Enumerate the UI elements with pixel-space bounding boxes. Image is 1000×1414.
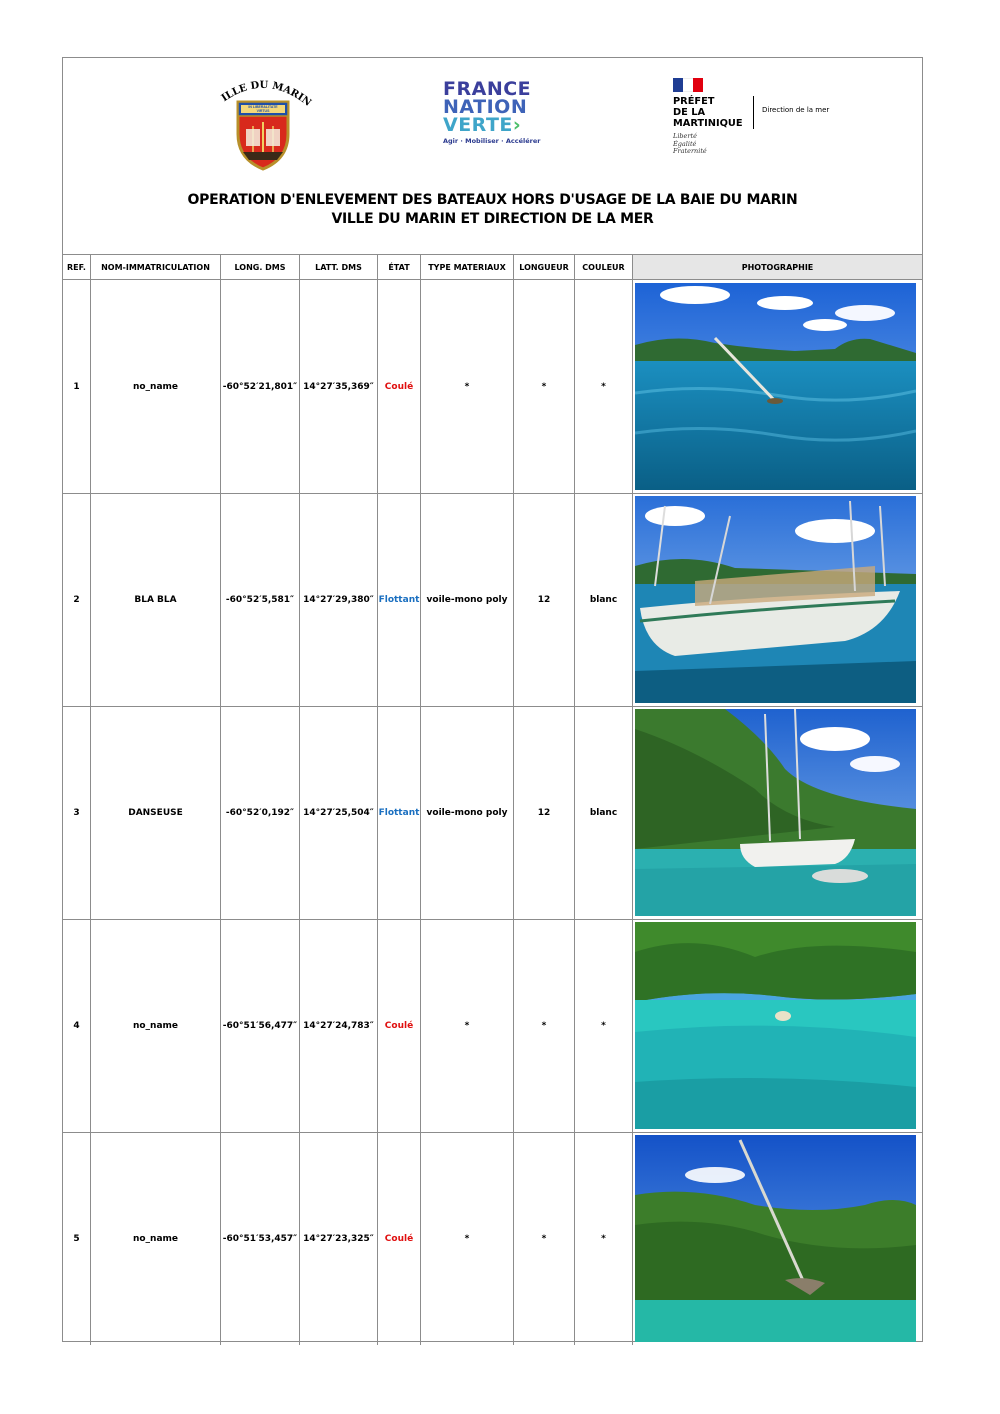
devise-liberte: Liberté [673,132,697,140]
table-row [63,1132,922,1345]
prefet-line-1: PRÉFET [673,96,715,107]
cell-latt: 14°27′23,325″ [300,1132,378,1345]
cell-longueur: * [514,280,575,493]
prefet-line-2: DE LA [673,107,706,118]
cell-couleur: * [575,919,633,1132]
sailboat-mangrove-photo [635,709,916,916]
cell-nom: no_name [91,1132,221,1345]
cell-ref: 3 [63,706,91,919]
marin-motto: IN LIBERALITATE VIRTUS [248,105,278,113]
cell-nom: no_name [91,919,221,1132]
cell-longueur: * [514,919,575,1132]
cell-latt: 14°27′35,369″ [300,280,378,493]
sunken-mast-mangrove-photo [635,1135,916,1342]
cell-nom: DANSEUSE [91,706,221,919]
document-frame [62,57,923,1342]
cell-ref: 4 [63,919,91,1132]
cell-long: -60°52′0,192″ [221,706,300,919]
logo-divider [753,96,754,129]
sunken-mast-photo [635,283,916,490]
cell-nom: no_name [91,280,221,493]
fnv-arrow-icon: › [512,114,522,136]
cell-type: voile-mono poly [421,493,514,706]
cell-ref: 5 [63,1132,91,1345]
document-title: OPERATION D'ENLEVEMENT DES BATEAUX HORS D'USAGE DE LA BAIE DU MARIN [187,192,798,208]
cell-latt: 14°27′29,380″ [300,493,378,706]
turquoise-water-photo [635,922,916,1129]
cell-couleur: blanc [575,706,633,919]
table-row [63,706,922,920]
cell-etat: Coulé [378,280,421,493]
republic-motto [673,133,707,156]
devise-egalite: Égalité [673,139,697,148]
cell-long: -60°52′5,581″ [221,493,300,706]
prefet-martinique-logo [671,76,871,166]
cell-long: -60°51′56,477″ [221,919,300,1132]
cell-ref: 2 [63,493,91,706]
cell-longueur: 12 [514,493,575,706]
prefet-line-3: MARTINIQUE [673,118,743,129]
col-header-etat: ÉTAT [378,255,421,279]
cell-etat: Coulé [378,919,421,1132]
fnv-tagline: Agir · Mobiliser · Accélérer [443,137,541,145]
cell-type: * [421,919,514,1132]
col-header-long: LONG. DMS [221,255,300,279]
cell-nom: BLA BLA [91,493,221,706]
cell-long: -60°52′21,801″ [221,280,300,493]
cell-type: voile-mono poly [421,706,514,919]
cell-couleur: blanc [575,493,633,706]
cell-long: -60°51′53,457″ [221,1132,300,1345]
cell-ref: 1 [63,280,91,493]
col-header-nom: NOM-IMMATRICULATION [91,255,221,279]
ville-du-marin-logo [213,74,313,174]
table-header-row [63,255,922,280]
cell-latt: 14°27′24,783″ [300,919,378,1132]
fnv-line-2: NATION [443,96,528,118]
table-row [63,919,922,1133]
cell-etat: Flottant [378,706,421,919]
cell-etat: Flottant [378,493,421,706]
cell-longueur: 12 [514,706,575,919]
sailboat-hull-photo [635,496,916,703]
col-header-photo: PHOTOGRAPHIE [633,255,922,279]
document-header [63,58,922,255]
col-header-type: TYPE MATERIAUX [421,255,514,279]
cell-couleur: * [575,280,633,493]
cell-longueur: * [514,1132,575,1345]
marin-logo-name: ILLE DU MARIN [219,79,313,109]
france-nation-verte-logo [443,80,543,150]
cell-couleur: * [575,1132,633,1345]
document-subtitle: VILLE DU MARIN ET DIRECTION DE LA MER [331,211,654,227]
col-header-longueur: LONGUEUR [514,255,575,279]
col-header-ref: REF. [63,255,91,279]
table-row [63,493,922,707]
prefet-title [673,96,743,129]
cell-type: * [421,280,514,493]
cell-etat: Coulé [378,1132,421,1345]
table-row [63,280,922,494]
cell-latt: 14°27′25,504″ [300,706,378,919]
col-header-couleur: COULEUR [575,255,633,279]
devise-fraternite: Fraternité [673,147,707,155]
cell-type: * [421,1132,514,1345]
marianne-flag-icon [673,78,703,92]
col-header-latt: LATT. DMS [300,255,378,279]
fnv-line-3: VERTE [443,114,513,136]
fnv-line-1: FRANCE [443,78,532,100]
direction-de-la-mer-label: Direction de la mer [762,106,830,114]
